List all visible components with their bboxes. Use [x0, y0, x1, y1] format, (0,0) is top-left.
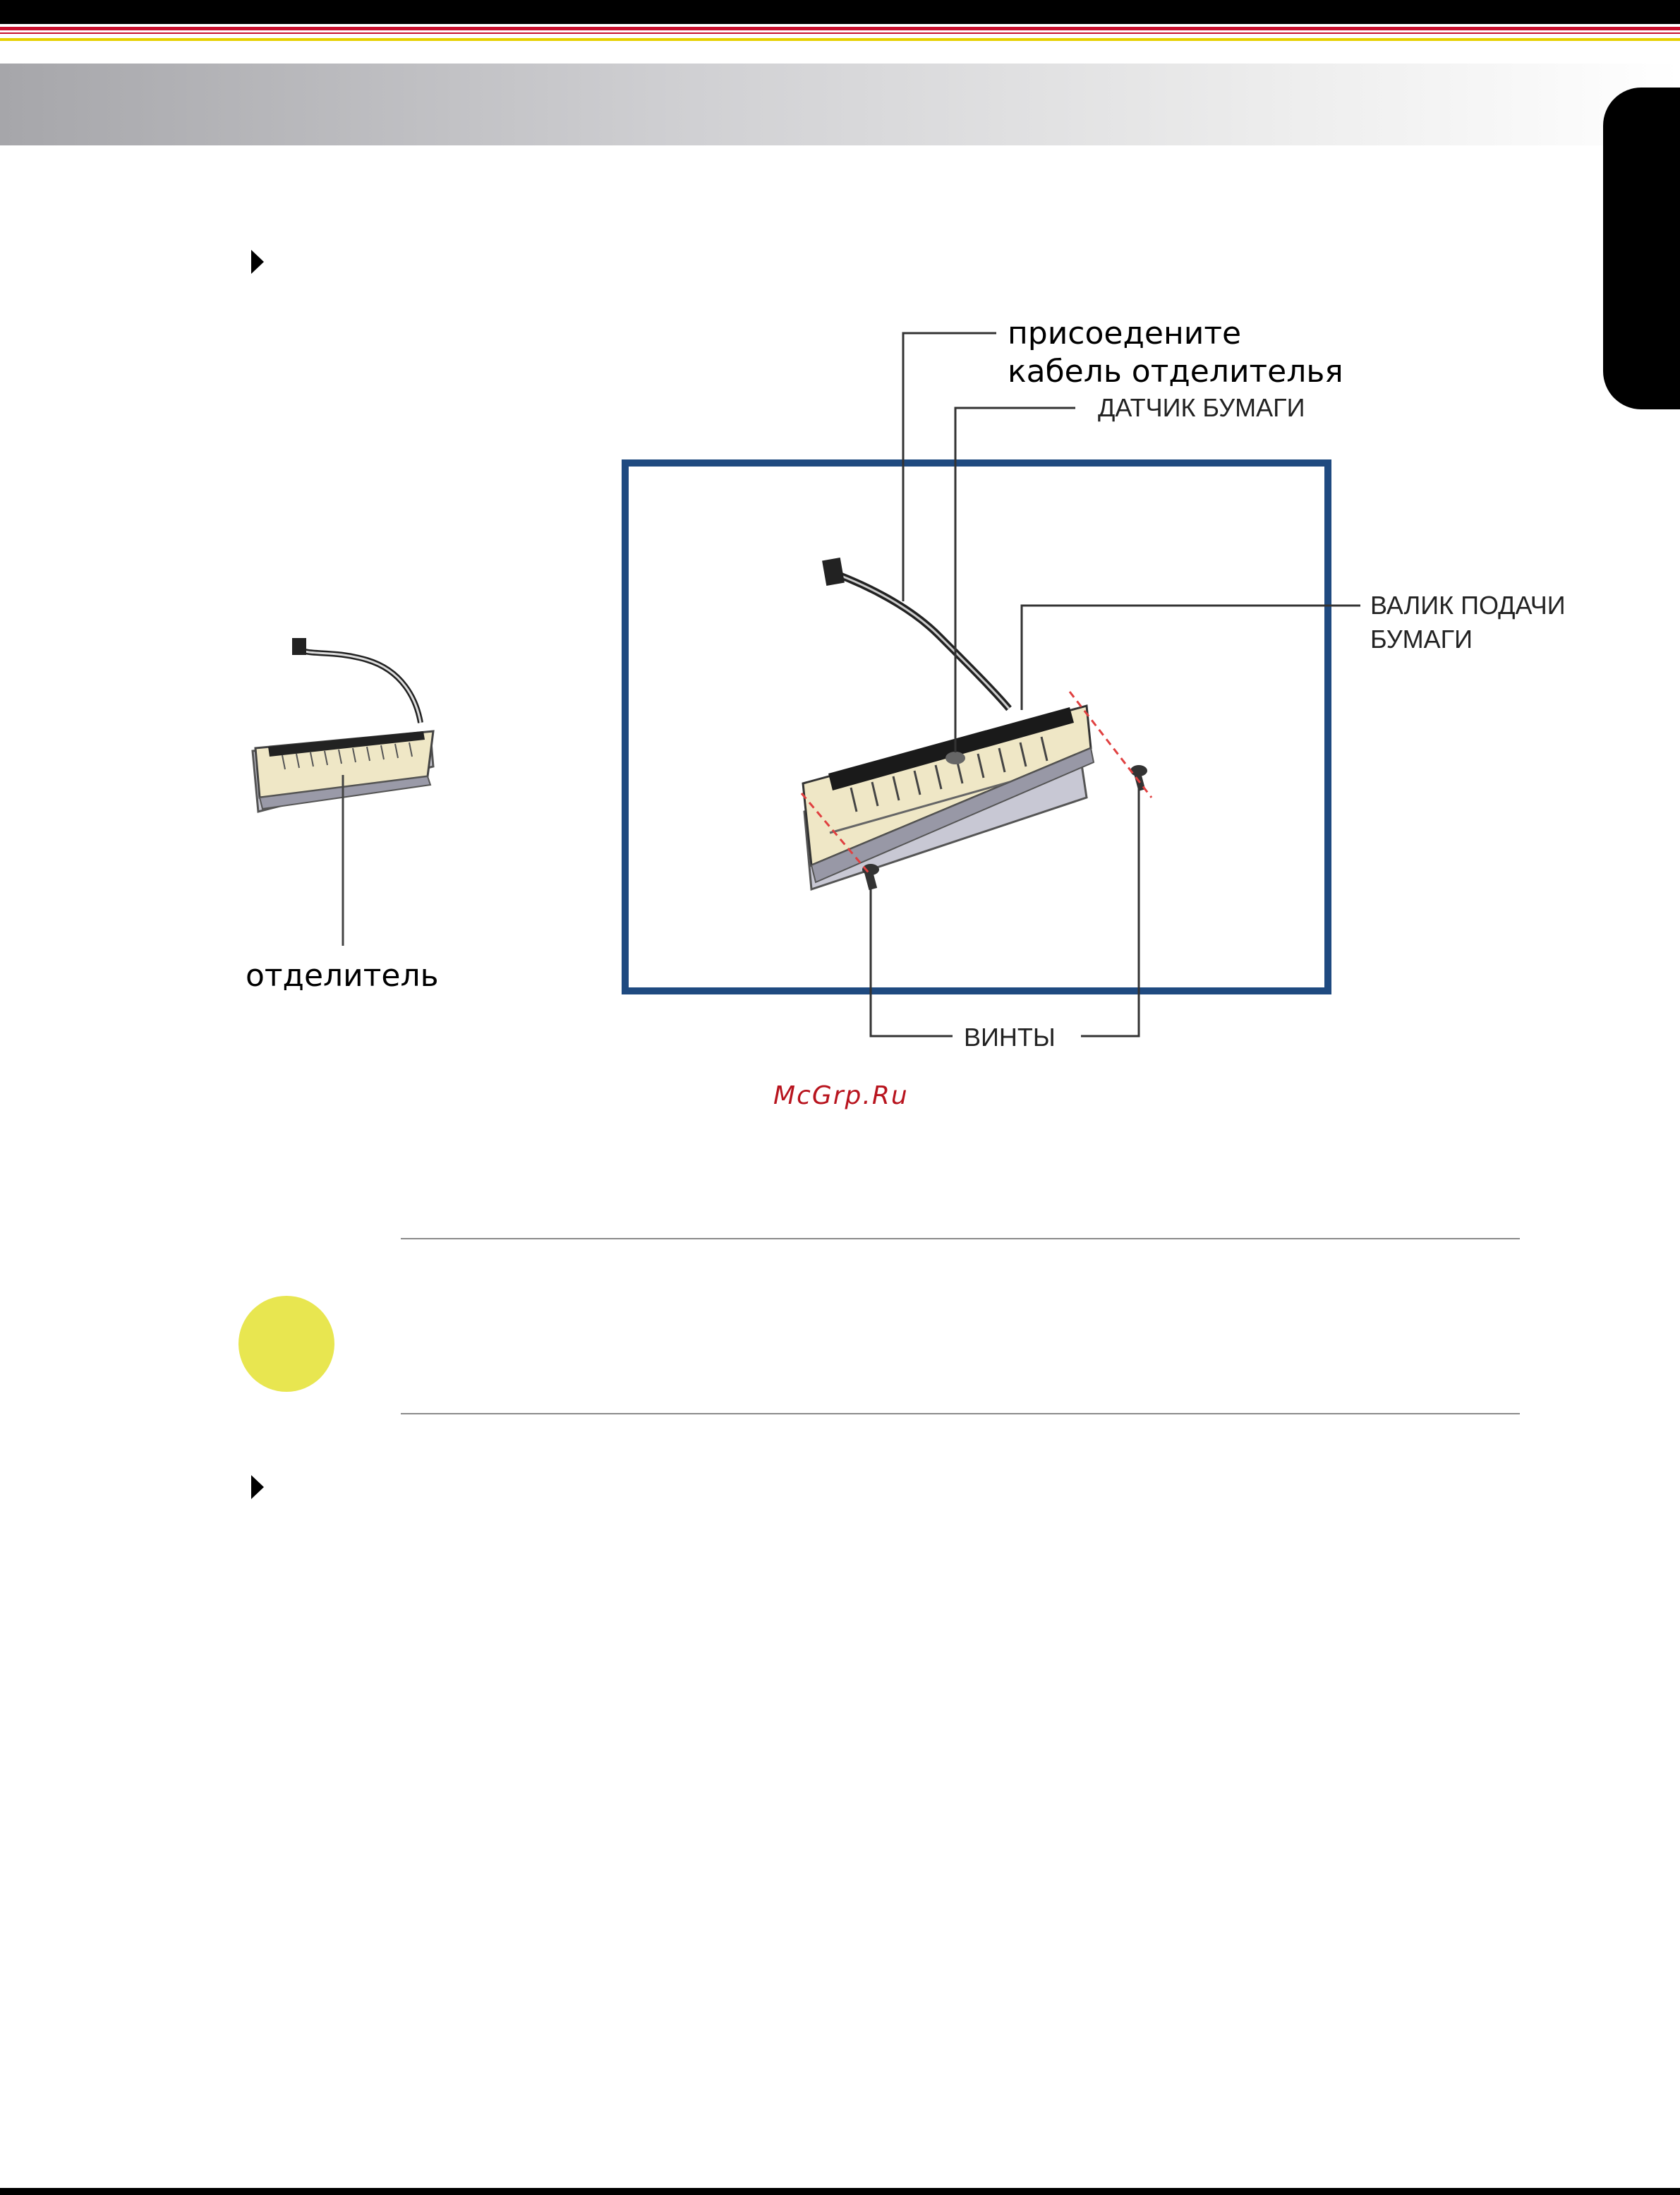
note-top-rule [401, 1238, 1520, 1239]
step-bullet-arrow-icon [251, 1475, 264, 1499]
separator-label: отделитель [246, 958, 439, 994]
leader-lines [871, 333, 1360, 1036]
watermark-text: McGrp.Ru [773, 1081, 909, 1110]
feed-roller-label: ВАЛИК ПОДАЧИ БУМАГИ [1370, 591, 1566, 654]
diagram-frame [625, 463, 1328, 991]
paper-sensor-label: ДАТЧИК БУМАГИ [1098, 393, 1305, 422]
cutter-mounted-illustration [802, 558, 1152, 890]
cable-connect-label: присоедените кабель отделителья [1008, 315, 1343, 390]
separator-illustration [253, 638, 433, 946]
footer-black-line [0, 2188, 1680, 2195]
note-bottom-rule [401, 1413, 1520, 1414]
screws-label: ВИНТЫ [964, 1023, 1056, 1052]
note-icon [238, 1296, 334, 1392]
